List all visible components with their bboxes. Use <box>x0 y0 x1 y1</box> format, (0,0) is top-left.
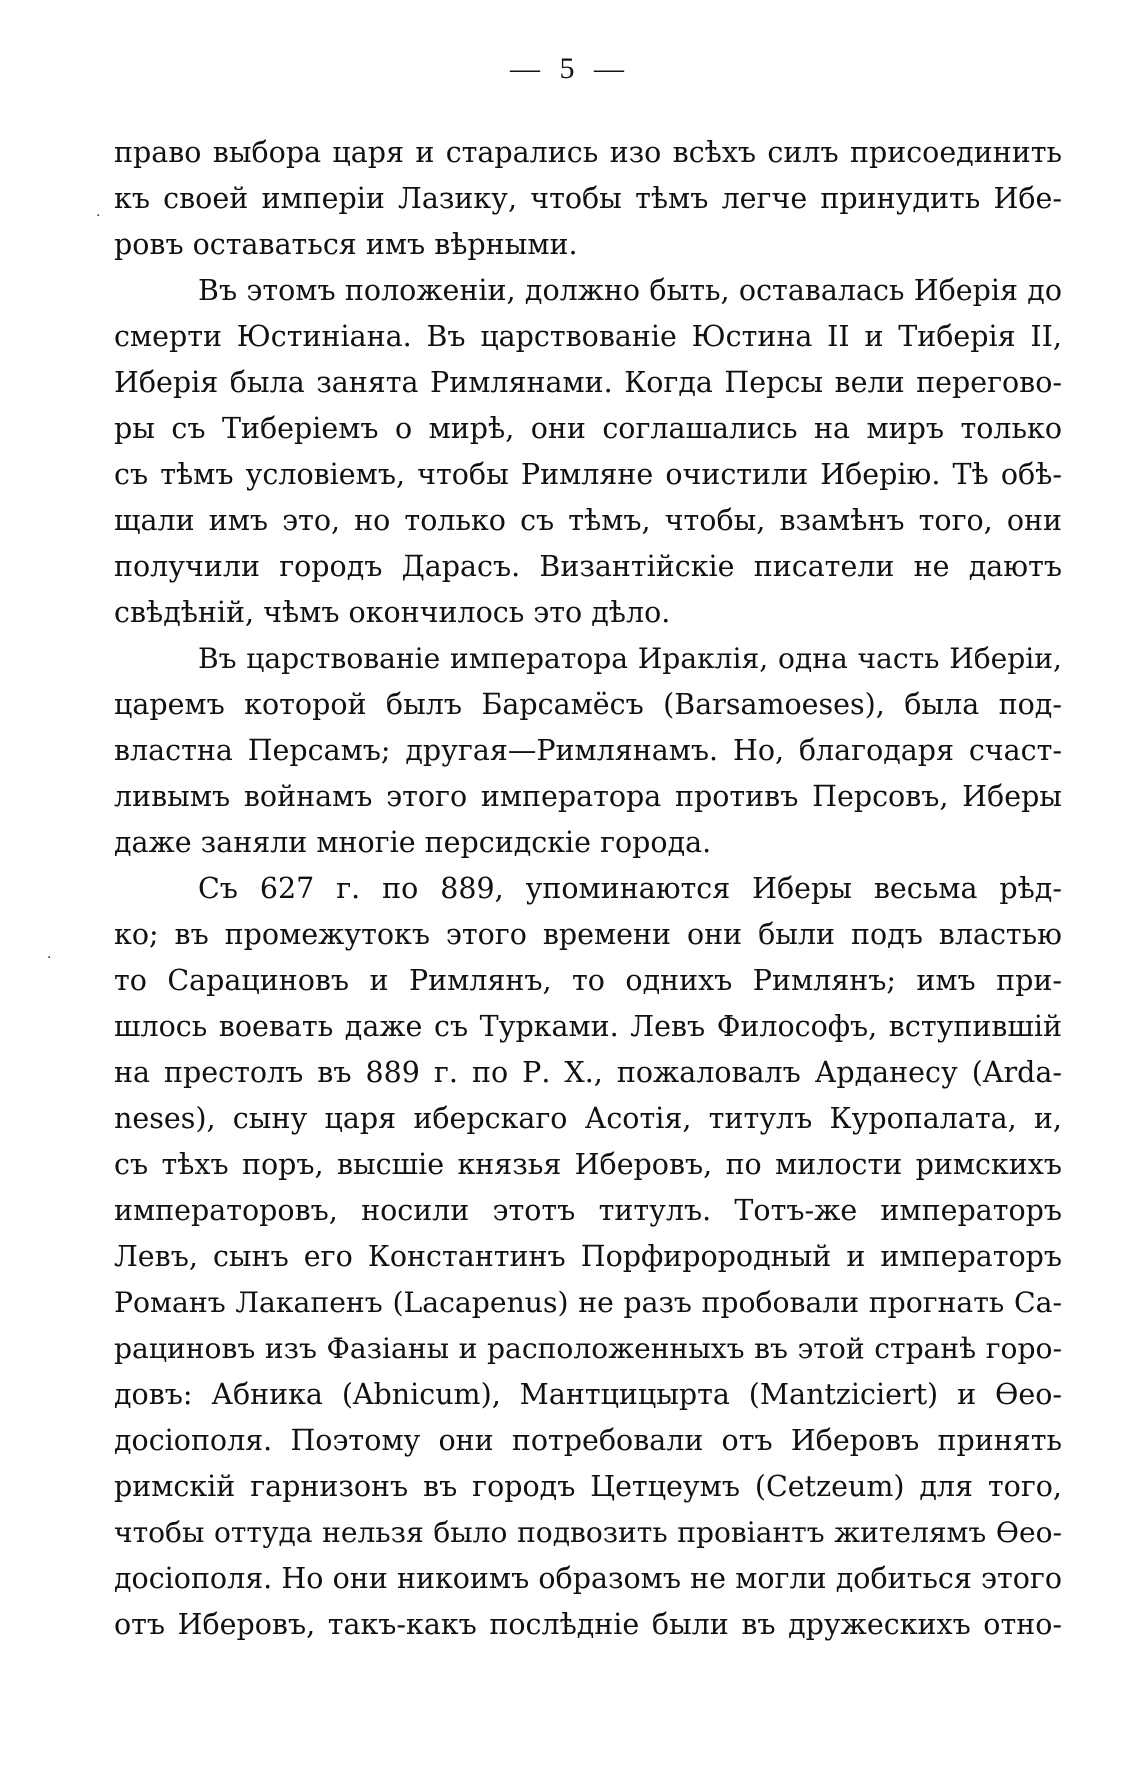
text-line: Въ этомъ положеніи, должно быть, оставалась Иберія до <box>198 274 1062 307</box>
text-line: на престолъ въ 889 г. по Р. Х., пожаловалъ Арданесу (Arda- <box>114 1056 1062 1089</box>
print-speck: · <box>47 950 52 966</box>
print-speck: · <box>96 208 101 224</box>
paragraph <box>114 636 1062 866</box>
text-line: neses), сыну царя иберскаго Асотія, титулъ Куропалата, и, <box>114 1102 1062 1135</box>
text-line: Съ 627 г. по 889, упоминаются Иберы весьма рѣд- <box>198 872 1062 905</box>
text-line: право выбора царя и старались изо всѣхъ силъ присоединить <box>114 136 1062 169</box>
text-line: римскій гарнизонъ въ городъ Цетцеумъ (Cetzeum) для того, <box>114 1470 1062 1503</box>
text-line: къ своей имперіи Лазику, чтобы тѣмъ легче принудить Ибе- <box>114 182 1062 215</box>
text-line: властна Персамъ; другая—Римлянамъ. Но, благодаря счаст- <box>114 734 1062 767</box>
text-line: получили городъ Дарасъ. Византійскіе писатели не даютъ <box>114 550 1062 583</box>
text-line: смерти Юстиніана. Въ царствованіе Юстина II и Тиберія II, <box>114 320 1062 353</box>
paragraph <box>114 866 1062 1648</box>
paragraph <box>114 268 1062 636</box>
page-number: — 5 — <box>510 52 630 85</box>
text-line: свѣдѣній, чѣмъ окончилось это дѣло. <box>114 596 671 629</box>
text-line: съ тѣхъ поръ, высшіе князья Иберовъ, по милости римскихъ <box>114 1148 1062 1181</box>
text-line: досіополя. Но они никоимъ образомъ не могли добиться этого <box>114 1562 1062 1595</box>
text-line: отъ Иберовъ, такъ-какъ послѣдніе были въ дружескихъ отно- <box>114 1608 1062 1641</box>
text-line: чтобы оттуда нельзя было подвозить провіантъ жителямъ Ѳео- <box>114 1516 1062 1549</box>
paragraph <box>114 130 1062 268</box>
text-line: щали имъ это, но только съ тѣмъ, чтобы, взамѣнъ того, они <box>114 504 1062 537</box>
text-line: ровъ оставаться имъ вѣрными. <box>114 228 578 261</box>
text-line: даже заняли многіе персидскіе города. <box>114 826 712 859</box>
text-line: императоровъ, носили этотъ титулъ. Тотъ-же императоръ <box>114 1194 1062 1227</box>
text-line: Иберія была занята Римлянами. Когда Персы вели перегово- <box>114 366 1062 399</box>
text-line: шлось воевать даже съ Турками. Левъ Философъ, вступившій <box>114 1010 1062 1043</box>
text-line: Въ царствованіе императора Ираклія, одна часть Иберіи, <box>198 642 1062 675</box>
body-text <box>114 130 1062 1648</box>
text-line: рациновъ изъ Фазіаны и расположенныхъ въ этой странѣ горо- <box>114 1332 1062 1365</box>
text-line: царемъ которой былъ Барсамёсъ (Barsamoeses), была под- <box>114 688 1062 721</box>
text-line: ко; въ промежутокъ этого времени они были подъ властью <box>114 918 1062 951</box>
text-line: ливымъ войнамъ этого императора противъ Персовъ, Иберы <box>114 780 1062 813</box>
text-line: Романъ Лакапенъ (Lacapenus) не разъ пробовали прогнать Са- <box>114 1286 1062 1319</box>
text-line: досіополя. Поэтому они потребовали отъ Иберовъ принять <box>114 1424 1062 1457</box>
text-line: съ тѣмъ условіемъ, чтобы Римляне очистили Иберію. Тѣ обѣ- <box>114 458 1062 491</box>
text-line: то Сарациновъ и Римлянъ, то однихъ Римлянъ; имъ при- <box>114 964 1062 997</box>
text-line: Левъ, сынъ его Константинъ Порфирородный и императоръ <box>114 1240 1062 1273</box>
text-line: довъ: Абника (Abnicum), Мантцицырта (Mantziciert) и Ѳео- <box>114 1378 1062 1411</box>
text-line: ры съ Тиберіемъ о мирѣ, они соглашались на миръ только <box>114 412 1062 445</box>
